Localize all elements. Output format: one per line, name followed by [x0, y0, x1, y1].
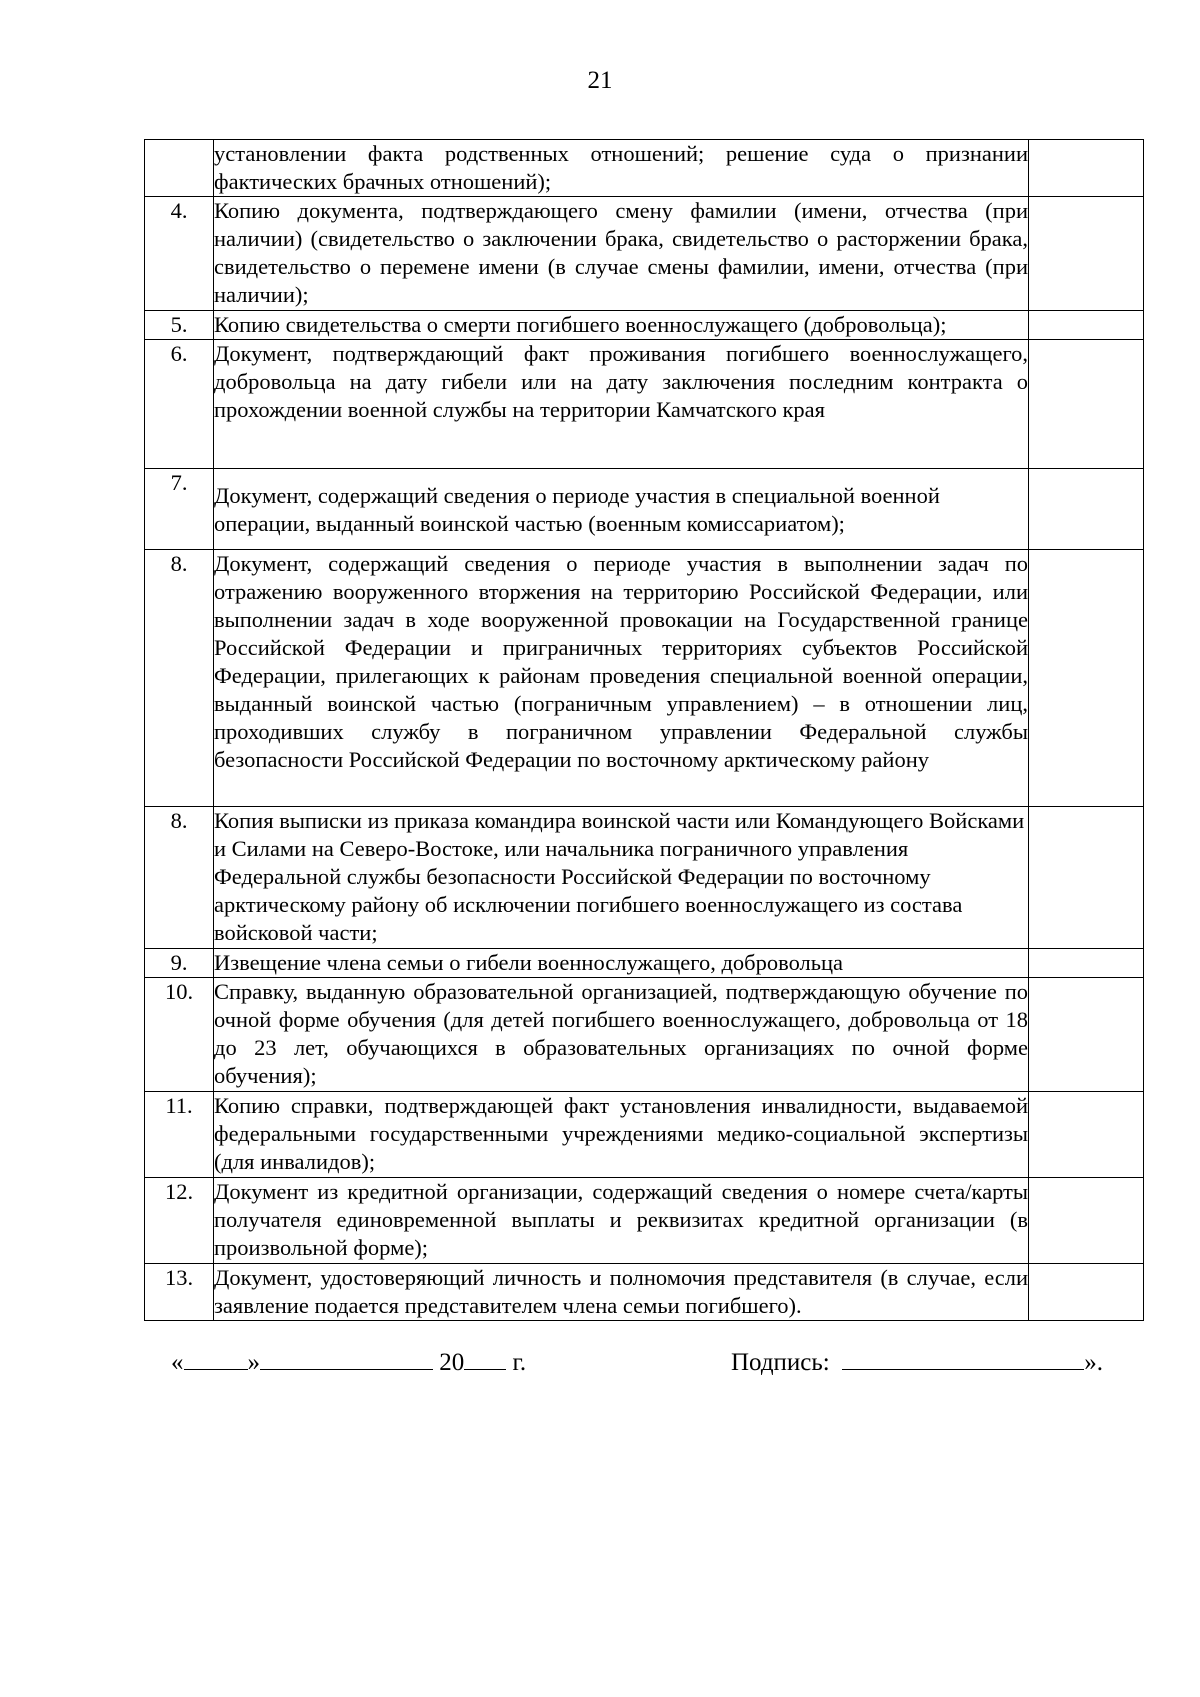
row-text-content: Документ, содержащий сведения о периоде участия в специальной военной операции, выданный воинской частью (военным комиссариатом);	[214, 483, 940, 536]
row-number: 11.	[145, 1092, 214, 1178]
row-mark-cell	[1029, 340, 1144, 469]
row-number: 8.	[145, 550, 214, 807]
row-number: 7.	[145, 469, 214, 550]
table-row	[145, 340, 1144, 469]
day-blank	[184, 1345, 248, 1370]
row-text: Документ, подтверждающий факт проживания погибшего военнослужащего, добровольца на дату гибели или на дату заключения последним контракта о прохождении военной службы на территории Камчатского края	[214, 340, 1029, 469]
row-number: 9.	[145, 949, 214, 978]
year-prefix: 20	[439, 1349, 465, 1376]
table-row	[145, 1264, 1144, 1321]
table-row	[145, 807, 1144, 949]
row-mark-cell	[1029, 1178, 1144, 1264]
table-row	[145, 140, 1144, 197]
row-mark-cell	[1029, 550, 1144, 807]
row-text: Документ, содержащий сведения о периоде участия в выполнении задач по отражению вооруженного вторжения на территорию Российской Федерации, или выполнении задач в ходе вооруженной провокации на Государственной границе Российской Федерации и приграничных территориях субъектов Российской Федерации, прилегающих к районам проведения специальной военной операции, выданный воинской частью (пограничным управлением) – в отношении лиц, проходивших службу в пограничном управлении Федеральной службы безопасности Российской Федерации по восточному арктическому району	[214, 550, 1029, 807]
documents-table	[144, 139, 1144, 1321]
row-mark-cell	[1029, 978, 1144, 1092]
row-number: 5.	[145, 311, 214, 340]
row-text: Копию справки, подтверждающей факт установления инвалидности, выдаваемой федеральными государственными учреждениями медико-социальной экспертизы (для инвалидов);	[214, 1092, 1029, 1178]
row-number: 12.	[145, 1178, 214, 1264]
row-mark-cell	[1029, 1092, 1144, 1178]
signature-label: Подпись:	[731, 1349, 830, 1376]
table-row	[145, 949, 1144, 978]
row-mark-cell	[1029, 197, 1144, 311]
row-text: Документ из кредитной организации, содержащий сведения о номере счета/карты получателя единовременной выплаты и реквизитах кредитной организации (в произвольной форме);	[214, 1178, 1029, 1264]
row-mark-cell	[1029, 807, 1144, 949]
row-text: Копию свидетельства о смерти погибшего военнослужащего (добровольца);	[214, 311, 1029, 340]
table-row	[145, 311, 1144, 340]
table-row	[145, 550, 1144, 807]
year-suffix: г.	[512, 1349, 527, 1376]
row-text	[214, 469, 1029, 550]
page-number: 21	[587, 67, 613, 94]
end-mark: ».	[1084, 1349, 1104, 1376]
row-text: установлении факта родственных отношений; решение суда о признании фактических брачных отношений);	[214, 140, 1029, 197]
row-number: 4.	[145, 197, 214, 311]
table-row	[145, 1178, 1144, 1264]
row-mark-cell	[1029, 1264, 1144, 1321]
row-text: Извещение члена семьи о гибели военнослужащего, добровольца	[214, 949, 1029, 978]
signature-line	[0, 1345, 1200, 1381]
quote-close: »	[247, 1349, 260, 1376]
row-mark-cell	[1029, 140, 1144, 197]
year-blank	[464, 1345, 506, 1370]
row-text: Справку, выданную образовательной организацией, подтверждающую обучение по очной форме обучения (для детей погибшего военнослужащего, добровольца от 18 до 23 лет, обучающихся в образовательных организациях по очной форме обучения);	[214, 978, 1029, 1092]
row-text: Копия выписки из приказа командира воинской части или Командующего Войсками и Силами на Северо-Востоке, или начальника пограничного управления Федеральной службы безопасности Российской Федерации по восточному арктическому району об исключении погибшего военнослужащего из состава войсковой части;	[214, 807, 1029, 949]
row-text: Документ, удостоверяющий личность и полномочия представителя (в случае, если заявление подается представителем члена семьи погибшего).	[214, 1264, 1029, 1321]
table-row	[145, 978, 1144, 1092]
row-mark-cell	[1029, 949, 1144, 978]
signature-blank	[842, 1345, 1084, 1370]
table-row	[145, 197, 1144, 311]
quote-open: «	[171, 1349, 184, 1376]
row-text: Копию документа, подтверждающего смену фамилии (имени, отчества (при наличии) (свидетельство о заключении брака, свидетельство о расторжении брака, свидетельство о перемене имени (в случае смены фамилии, имени, отчества (при наличии);	[214, 197, 1029, 311]
row-mark-cell	[1029, 469, 1144, 550]
row-number: 6.	[145, 340, 214, 469]
row-number: 10.	[145, 978, 214, 1092]
row-mark-cell	[1029, 311, 1144, 340]
row-number	[145, 140, 214, 197]
table-row	[145, 469, 1144, 550]
month-blank	[260, 1345, 433, 1370]
table-row	[145, 1092, 1144, 1178]
row-number: 8.	[145, 807, 214, 949]
signature-field	[731, 1345, 1103, 1378]
date-field	[171, 1345, 526, 1378]
row-number: 13.	[145, 1264, 214, 1321]
